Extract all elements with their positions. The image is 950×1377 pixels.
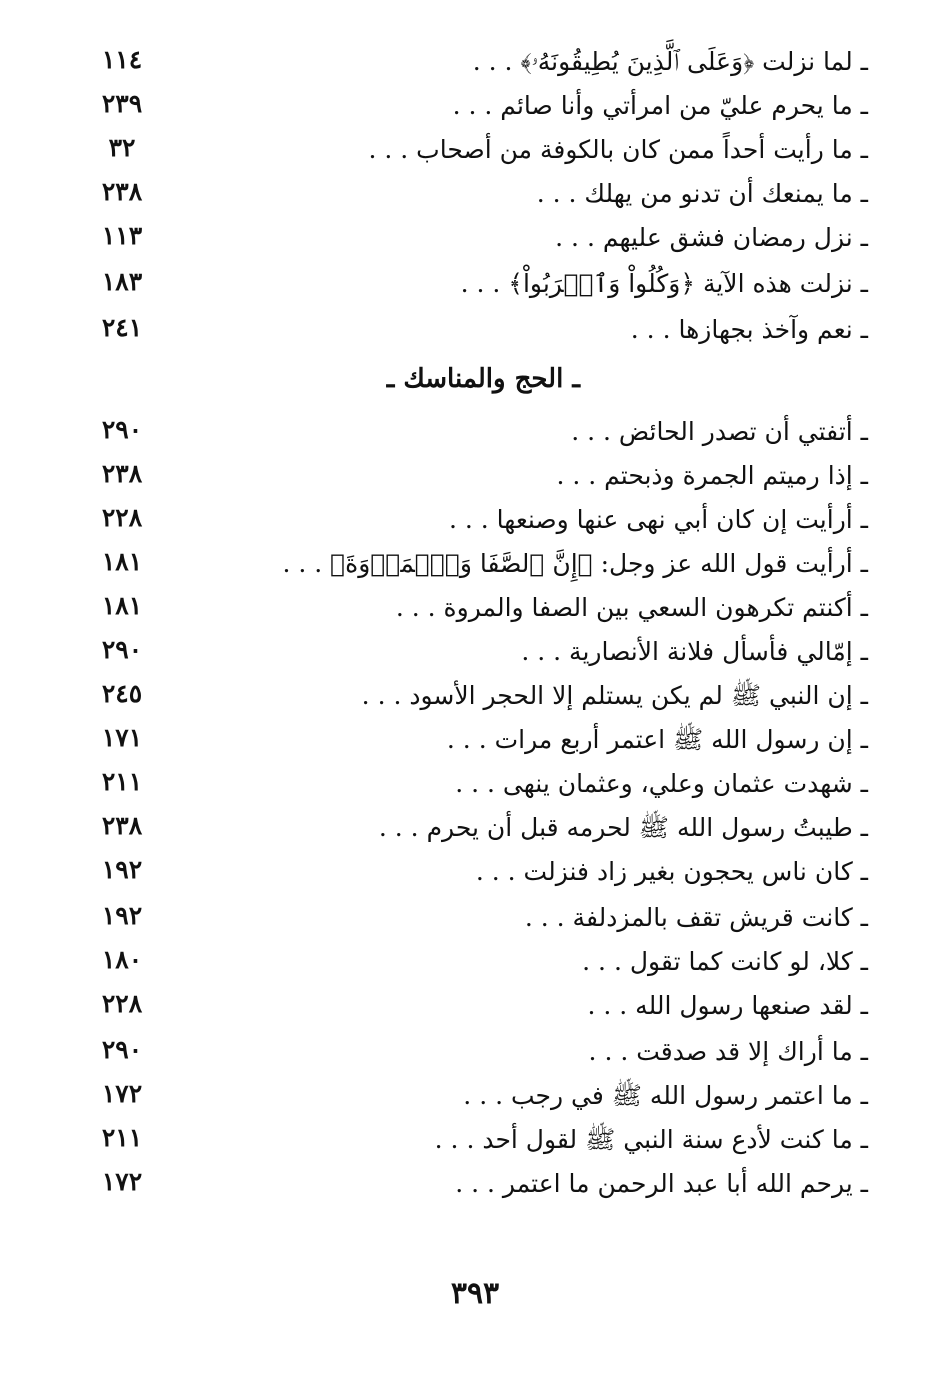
index-entry [0, 896, 950, 940]
section-heading: ـ الحج والمناسك ـ [386, 364, 580, 394]
entry-text: ـ إن رسول الله ﷺ اعتمر أربع مرات . . . [446, 725, 868, 754]
entry-page-ref: ٢٢٨ [101, 989, 143, 1018]
index-entry [0, 40, 950, 84]
entry-page-ref: ١٧٢ [101, 1167, 143, 1196]
entry-text: ـ لقد صنعها رسول الله . . . [587, 991, 868, 1020]
index-entry [0, 850, 950, 894]
entry-text: ـ كلا، لو كانت كما تقول . . . [582, 947, 868, 976]
entry-text: ـ إذا رميتم الجمرة وذبحتم . . . [556, 461, 868, 490]
entry-page-ref: ٢٣٨ [101, 177, 143, 206]
entry-text: ـ إمّالي فأسأل فلانة الأنصارية . . . [521, 637, 868, 666]
entry-text: ـ كان ناس يحجون بغير زاد فنزلت . . . [475, 857, 868, 886]
entry-text: ـ نزل رمضان فشق عليهم . . . [555, 223, 868, 252]
index-entry [0, 1162, 950, 1206]
entry-page-ref: ٢١١ [101, 1123, 143, 1152]
entry-page-ref: ١٨١ [101, 547, 143, 576]
entry-page-ref: ١٨٣ [101, 267, 143, 296]
entry-page-ref: ٢٩٠ [101, 635, 143, 664]
entry-page-ref: ٢٤١ [101, 313, 143, 342]
index-entry [0, 216, 950, 260]
index-entry [0, 498, 950, 542]
entry-text: ـ ما أراك إلا قد صدقت . . . [588, 1037, 868, 1066]
entry-text: ـ طيبتُ رسول الله ﷺ لحرمه قبل أن يحرم . . . [378, 813, 868, 842]
index-entry [0, 674, 950, 718]
entry-text: ـ ما رأيت أحداً ممن كان بالكوفة من أصحاب . . . [368, 135, 868, 164]
index-entry [0, 630, 950, 674]
index-entry [0, 84, 950, 128]
entry-page-ref: ١٧١ [101, 723, 143, 752]
entry-text: ـ يرحم الله أبا عبد الرحمن ما اعتمر . . . [455, 1169, 868, 1198]
index-entry [0, 984, 950, 1028]
index-entry [0, 940, 950, 984]
index-entry [0, 586, 950, 630]
entry-page-ref: ٢٩٠ [101, 1035, 143, 1064]
index-entry [0, 454, 950, 498]
entry-page-ref: ٢١١ [101, 767, 143, 796]
entry-text: ـ نزلت هذه الآية ﴿وَكُلُواْ وَٱشۡرَبُواْ﴾ . . . [460, 269, 868, 298]
entry-text: ـ أكنتم تكرهون السعي بين الصفا والمروة . . . [395, 593, 868, 622]
entry-page-ref: ١٧٢ [101, 1079, 143, 1108]
entry-page-ref: ٢٣٨ [101, 811, 143, 840]
index-entry [0, 308, 950, 352]
index-entry [0, 1118, 950, 1162]
entry-page-ref: ١٨١ [101, 591, 143, 620]
index-entry [0, 128, 950, 172]
entry-page-ref: ٣٢ [108, 133, 136, 162]
entry-text: ـ نعم وآخذ بجهازها . . . [630, 315, 868, 344]
entry-page-ref: ١٩٢ [101, 855, 143, 884]
entry-text: ـ أتفتي أن تصدر الحائض . . . [571, 417, 868, 446]
entry-text: ـ ما اعتمر رسول الله ﷺ في رجب . . . [463, 1081, 868, 1110]
entry-page-ref: ٢٢٨ [101, 503, 143, 532]
index-entry [0, 410, 950, 454]
entry-text: ـ لما نزلت ﴿وَعَلَى ٱلَّذِينَ يُطِيقُونَهُۥ﴾ . . . [472, 47, 868, 76]
entry-text: ـ أرأيت قول الله عز وجل: ﴿إِنَّ ٱلصَّفَا وَٱلۡمَرۡوَةَ﴾ . . . [282, 549, 868, 578]
entry-text: ـ ما يحرم عليّ من امرأتي وأنا صائم . . . [452, 91, 868, 120]
entry-page-ref: ١٨٠ [101, 945, 143, 974]
index-entry [0, 262, 950, 306]
index-entry [0, 806, 950, 850]
index-entry [0, 762, 950, 806]
entry-page-ref: ٢٣٩ [101, 89, 143, 118]
index-entry [0, 172, 950, 216]
entry-text: ـ ما يمنعك أن تدنو من يهلك . . . [536, 179, 868, 208]
index-entry [0, 1030, 950, 1074]
entry-page-ref: ١١٣ [101, 221, 143, 250]
entry-text: ـ كانت قريش تقف بالمزدلفة . . . [524, 903, 868, 932]
entry-text: ـ ما كنت لأدع سنة النبي ﷺ لقول أحد . . . [434, 1125, 868, 1154]
entry-text: ـ إن النبي ﷺ لم يكن يستلم إلا الحجر الأسود . . . [361, 681, 868, 710]
entry-text: ـ أرأيت إن كان أبي نهى عنها وصنعها . . . [449, 505, 868, 534]
entry-page-ref: ١١٤ [101, 45, 143, 74]
entry-page-ref: ٢٣٨ [101, 459, 143, 488]
page-number: ٣٩٣ [450, 1276, 500, 1311]
index-entry [0, 1074, 950, 1118]
entry-text: ـ شهدت عثمان وعلي، وعثمان ينهى . . . [455, 769, 868, 798]
index-entry [0, 542, 950, 586]
entry-page-ref: ٢٩٠ [101, 415, 143, 444]
entry-page-ref: ٢٤٥ [101, 679, 143, 708]
entry-page-ref: ١٩٢ [101, 901, 143, 930]
index-entry [0, 718, 950, 762]
